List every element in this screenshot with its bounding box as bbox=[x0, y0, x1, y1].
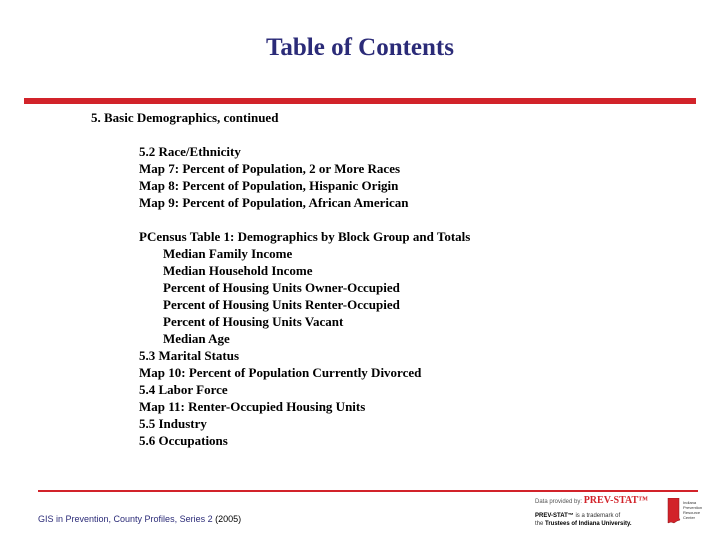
bottom-divider bbox=[38, 490, 698, 492]
toc-list-race bbox=[139, 143, 408, 211]
toc-subentry: Percent of Housing Units Owner-Occupied bbox=[163, 280, 400, 295]
trademark-mid: is a trademark of bbox=[573, 513, 621, 519]
trademark-owner: Trustees of Indiana University. bbox=[545, 521, 632, 527]
toc-list-census bbox=[139, 228, 470, 449]
toc-entry: Map 8: Percent of Population, Hispanic Origin bbox=[139, 178, 399, 193]
trademark-the: the bbox=[535, 521, 546, 527]
trademark-line bbox=[535, 512, 675, 520]
section-heading: 5. Basic Demographics, continued bbox=[91, 110, 279, 125]
toc-entry: 5.4 Labor Force bbox=[139, 382, 228, 397]
toc-entry: Map 11: Renter-Occupied Housing Units bbox=[139, 399, 366, 414]
toc-subentry: Percent of Housing Units Vacant bbox=[163, 314, 344, 329]
footer-year: (2005) bbox=[215, 514, 242, 524]
toc-entry: 5.3 Marital Status bbox=[139, 348, 240, 363]
trademark-brand: PREV-STAT™ bbox=[535, 513, 574, 519]
page-title: Table of Contents bbox=[266, 34, 454, 61]
credit-line bbox=[535, 497, 675, 506]
toc-entry: Map 7: Percent of Population, 2 or More Races bbox=[139, 161, 401, 176]
credit-brand: PREV-STAT™ bbox=[583, 495, 649, 506]
toc-entry: PCensus Table 1: Demographics by Block Group and Totals bbox=[139, 229, 471, 244]
toc-entry: 5.6 Occupations bbox=[139, 433, 228, 448]
toc-subentry: Median Household Income bbox=[163, 263, 313, 278]
trademark-line-2 bbox=[535, 520, 675, 528]
footer-text: GIS in Prevention, County Profiles, Series 2 bbox=[38, 514, 216, 524]
footer-citation bbox=[38, 514, 241, 524]
resource-center-label: Indiana Prevention Resource Center bbox=[683, 500, 703, 520]
toc-subentry: Median Age bbox=[163, 331, 230, 346]
toc-entry: 5.2 Race/Ethnicity bbox=[139, 144, 241, 159]
toc-subentry: Percent of Housing Units Renter-Occupied bbox=[163, 297, 400, 312]
credit-prefix: Data provided by: bbox=[535, 499, 584, 505]
data-credit bbox=[535, 497, 675, 528]
indiana-state-icon bbox=[667, 498, 681, 524]
toc-entry: Map 9: Percent of Population, African American bbox=[139, 195, 409, 210]
toc-subentry: Median Family Income bbox=[163, 246, 293, 261]
top-divider bbox=[24, 98, 696, 104]
toc-entry: Map 10: Percent of Population Currently Divorced bbox=[139, 365, 422, 380]
toc-entry: 5.5 Industry bbox=[139, 416, 207, 431]
